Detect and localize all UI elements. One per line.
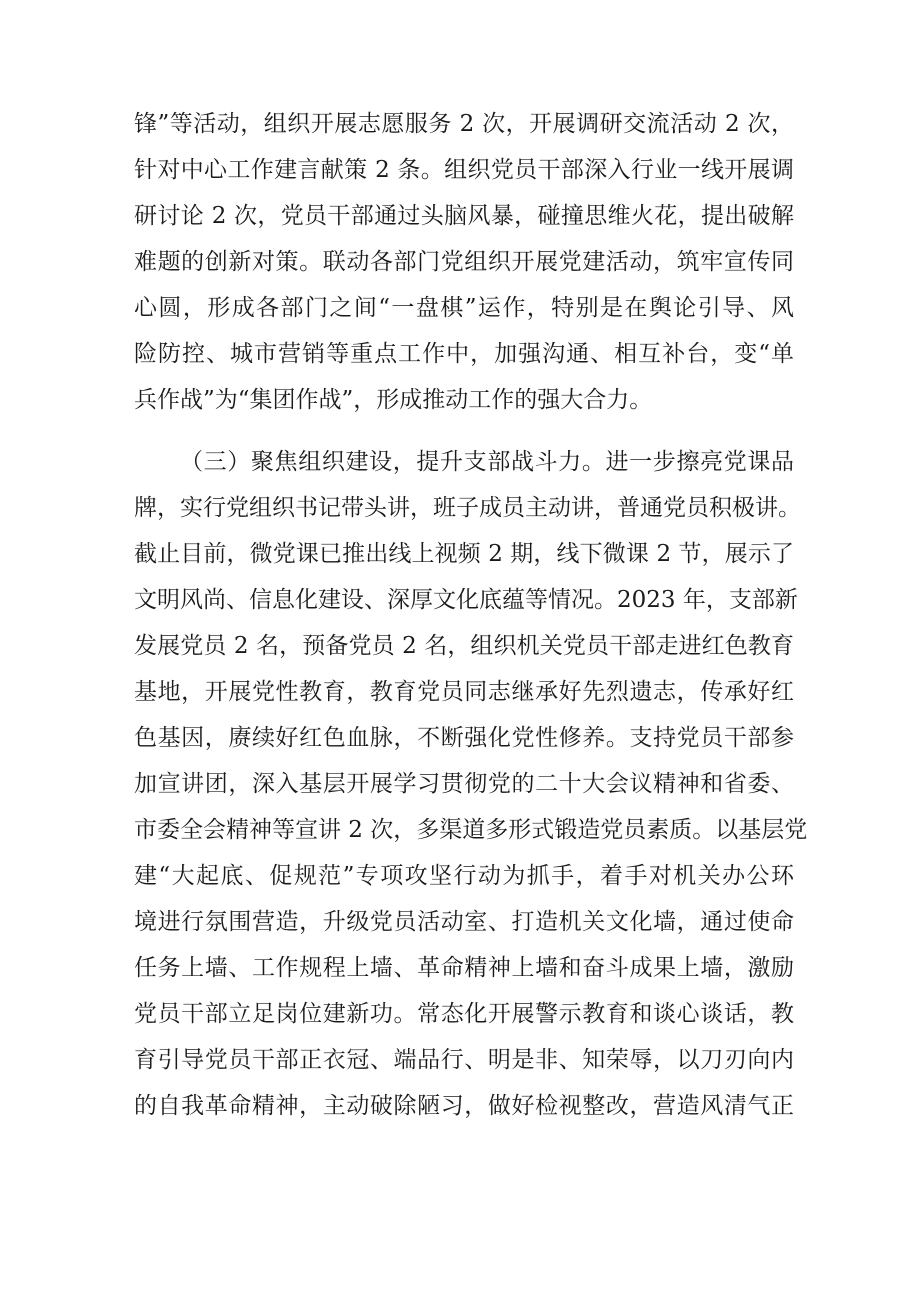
text-line: 兵作战”为“集团作战”，形成推动工作的强大合力。: [134, 387, 653, 413]
text-line: 牌，实行党组织书记带头讲，班子成员主动讲，普通党员积极讲。: [134, 495, 801, 521]
text-line: 市委全会精神等宣讲 2 次，多渠道多形式锻造党员素质。以基层党: [134, 817, 808, 843]
text-line: 境进行氛围营造，升级党员活动室、打造机关文化墙，通过使命: [134, 909, 794, 935]
text-line: 心圆，形成各部门之间“一盘棋”运作，特别是在舆论引导、风: [134, 295, 794, 321]
text-line: 险防控、城市营销等重点工作中，加强沟通、相互补台，变“单: [134, 341, 794, 367]
text-line: 育引导党员干部正衣冠、端品行、明是非、知荣辱，以刀刃向内: [134, 1047, 794, 1073]
text-line: 加宣讲团，深入基层开展学习贯彻党的二十大会议精神和省委、: [134, 771, 794, 797]
text-line: 针对中心工作建言献策 2 条。组织党员干部深入行业一线开展调: [134, 157, 794, 183]
text-line: 研讨论 2 次，党员干部通过头脑风暴，碰撞思维火花，提出破解: [134, 203, 794, 229]
text-line: 任务上墙、工作规程上墙、革命精神上墙和奋斗成果上墙，激励: [134, 955, 794, 981]
section-heading-line: （三）聚焦组织建设，提升支部战斗力。进一步擦亮党课品: [180, 449, 794, 475]
text-line: 基地，开展党性教育，教育党员同志继承好先烈遗志，传承好红: [134, 679, 794, 705]
text-line: 的自我革命精神，主动破除陋习，做好检视整改，营造风清气正: [134, 1093, 794, 1119]
text-line: 锋”等活动，组织开展志愿服务 2 次，开展调研交流活动 2 次，: [134, 111, 794, 137]
text-line: 截止目前，微党课已推出线上视频 2 期，线下微课 2 节，展示了: [134, 541, 794, 567]
text-line: 色基因，赓续好红色血脉，不断强化党性修养。支持党员干部参: [134, 725, 794, 751]
text-line: 难题的创新对策。联动各部门党组织开展党建活动，筑牢宣传同: [134, 249, 794, 275]
text-line: 党员干部立足岗位建新功。常态化开展警示教育和谈心谈话，教: [134, 1001, 794, 1027]
text-line: 文明风尚、信息化建设、深厚文化底蕴等情况。2023 年，支部新: [134, 587, 798, 613]
text-line: 建“大起底、促规范”专项攻坚行动为抓手，着手对机关办公环: [134, 863, 794, 889]
text-line: 发展党员 2 名，预备党员 2 名，组织机关党员干部走进红色教育: [134, 633, 794, 659]
